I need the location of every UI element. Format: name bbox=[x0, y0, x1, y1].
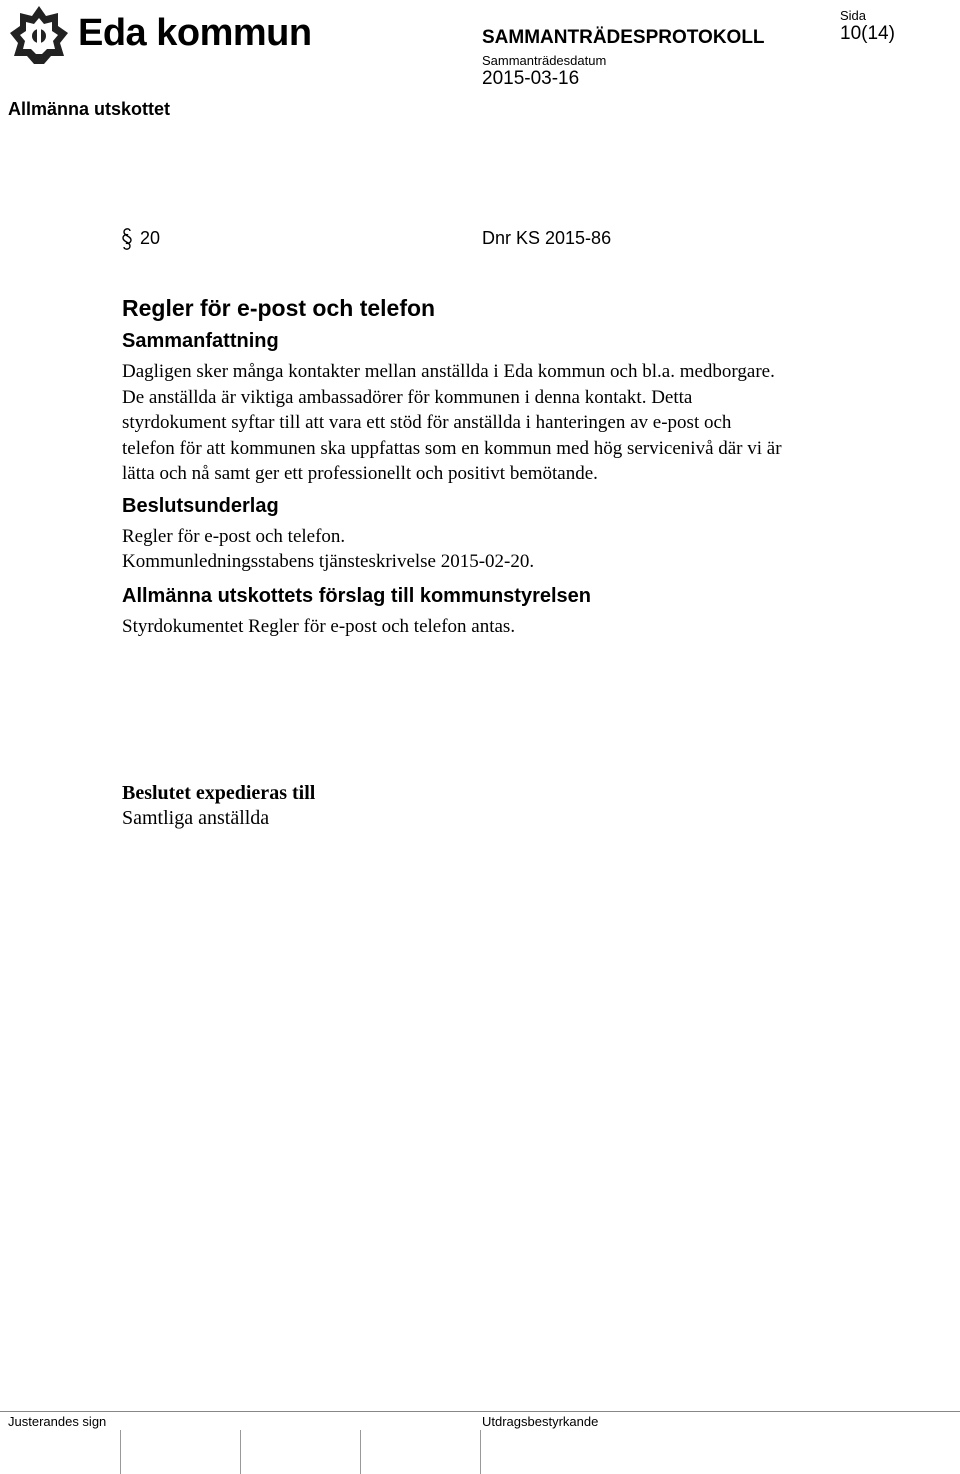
logo-wordmark: Eda kommun bbox=[78, 12, 312, 54]
basis-heading: Beslutsunderlag bbox=[122, 494, 279, 517]
meeting-date-value: 2015-03-16 bbox=[482, 68, 580, 89]
summary-text: Dagligen sker många kontakter mellan anställda i Eda kommun och bl.a. medborgare. De anställda är viktiga ambassadörer för kommunen i denna kontakt. Detta styrdokument syftar till att vara ett stöd för anställda i hanteringen av e-post och telefon för att kommunen ska uppfattas som en kommun med hög servicenivå där vi är lätta och nå samt ger ett professionellt och positivt bemötande. bbox=[122, 361, 782, 484]
proposal-text: Styrdokumentet Regler för e-post och telefon antas. bbox=[122, 615, 516, 637]
footer-divider bbox=[0, 1411, 960, 1412]
paragraph-section-icon bbox=[121, 227, 133, 251]
signature-box-divider bbox=[480, 1430, 481, 1474]
page-label: Sida bbox=[840, 8, 867, 23]
page-number: 10(14) bbox=[840, 23, 895, 44]
basis-list bbox=[122, 524, 802, 575]
committee-name: Allmänna utskottet bbox=[8, 99, 171, 119]
extract-certification-label: Utdragsbestyrkande bbox=[482, 1414, 599, 1429]
matter-title: Regler för e-post och telefon bbox=[122, 295, 436, 321]
signature-box-divider bbox=[240, 1430, 241, 1474]
basis-item: Kommunledningsstabens tjänsteskrivelse 2015-02-20. bbox=[122, 551, 535, 572]
dispatch-recipients: Samtliga anställda bbox=[122, 807, 270, 829]
adjuster-sign-label: Justerandes sign bbox=[8, 1414, 107, 1429]
document-body bbox=[122, 293, 802, 645]
summary-heading: Sammanfattning bbox=[122, 330, 279, 352]
diary-number: Dnr KS 2015-86 bbox=[482, 228, 612, 248]
proposal-heading: Allmänna utskottets förslag till kommunstyrelsen bbox=[122, 584, 591, 607]
paragraph-number: 20 bbox=[140, 228, 161, 248]
dispatch-heading: Beslutet expedieras till bbox=[122, 782, 316, 804]
eda-kommun-logo-icon bbox=[8, 4, 70, 66]
document-title: SAMMANTRÄDESPROTOKOLL bbox=[482, 27, 765, 48]
meeting-date-label: Sammanträdesdatum bbox=[482, 53, 607, 68]
signature-box-divider bbox=[120, 1430, 121, 1474]
signature-box-divider bbox=[360, 1430, 361, 1474]
basis-item: Regler för e-post och telefon. bbox=[122, 525, 346, 547]
